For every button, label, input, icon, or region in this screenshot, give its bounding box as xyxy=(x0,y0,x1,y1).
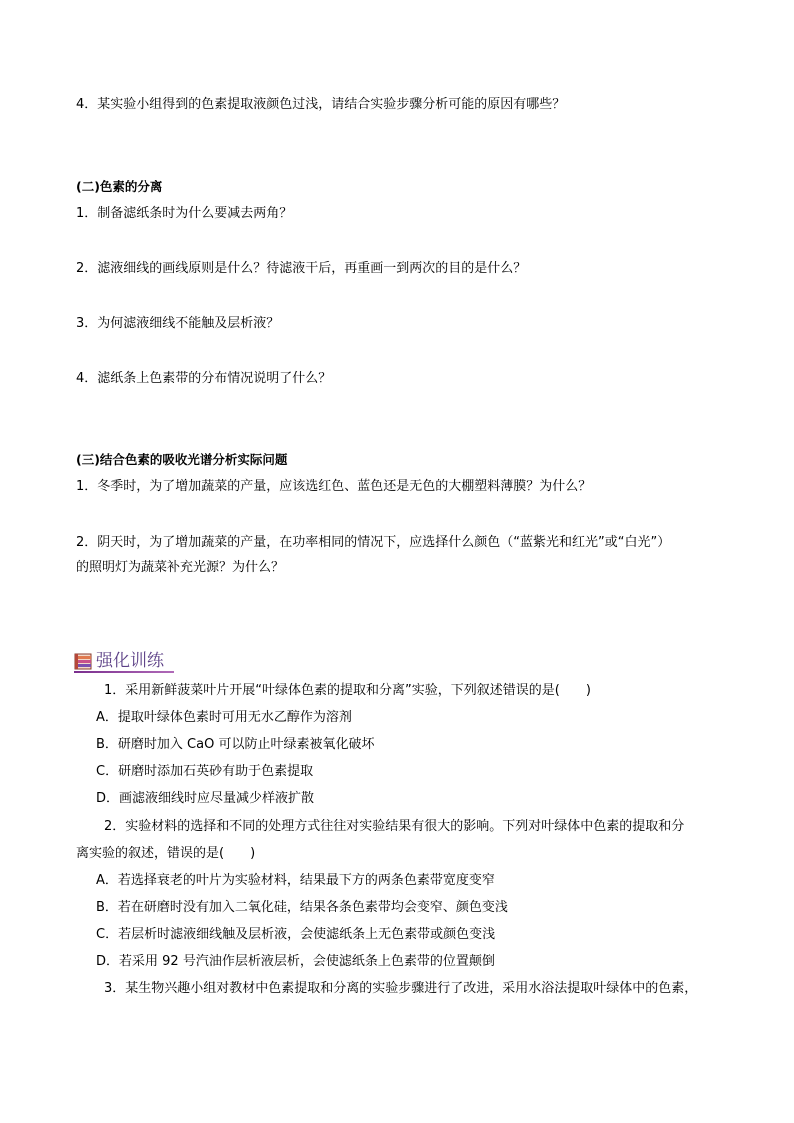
question-text: 2．滤液细线的画线原则是什么？待滤液干后，再重画一到两次的目的是什么？ xyxy=(76,261,527,276)
section-heading: (三)结合色素的吸收光谱分析实际问题 xyxy=(76,452,288,467)
problem-stem: 3．某生物兴趣小组对教材中色素提取和分离的实验步骤进行了改进，采用水浴法提取叶绿体中的色素， xyxy=(104,981,698,996)
option-c: C．研磨时添加石英砂有助于色素提取 xyxy=(96,764,314,779)
problem-stem: 1．采用新鲜菠菜叶片开展“叶绿体色素的提取和分离”实验，下列叙述错误的是( ) xyxy=(104,683,591,698)
option-a: A．若选择衰老的叶片为实验材料，结果最下方的两条色素带宽度变窄 xyxy=(96,873,495,888)
question-text: 1．制备滤纸条时为什么要减去两角？ xyxy=(76,206,293,221)
training-section-title xyxy=(74,648,164,672)
question-text: 4．滤纸条上色素带的分布情况说明了什么？ xyxy=(76,371,332,386)
option-b: B．研磨时加入 CaO 可以防止叶绿素被氧化破坏 xyxy=(96,737,375,752)
option-c: C．若层析时滤液细线触及层析液，会使滤纸条上无色素带或颜色变浅 xyxy=(96,927,496,942)
problem-stem: 2．实验材料的选择和不同的处理方式往往对实验结果有很大的影响。下列对叶绿体中色素的提取和分 xyxy=(104,819,685,834)
option-d: D．若采用 92 号汽油作层析液层析，会使滤纸条上色素带的位置颠倒 xyxy=(96,954,495,969)
question-text: 1．冬季时，为了增加蔬菜的产量，应该选红色、蓝色还是无色的大棚塑料薄膜？为什么？ xyxy=(76,479,592,494)
question-text: 的照明灯为蔬菜补充光源？为什么？ xyxy=(76,560,285,575)
option-d: D．画滤液细线时应尽量减少样液扩散 xyxy=(96,791,315,806)
problem-stem-continued: 离实验的叙述，错误的是( ) xyxy=(76,846,256,861)
question-text: 2．阴天时，为了增加蔬菜的产量，在功率相同的情况下，应选择什么颜色（“蓝紫光和红光”或“白光”） xyxy=(76,535,671,550)
option-a: A．提取叶绿体色素时可用无水乙醇作为溶剂 xyxy=(96,710,352,725)
training-title: 强化训练 xyxy=(96,651,164,671)
question-text: 4．某实验小组得到的色素提取液颜色过浅，请结合实验步骤分析可能的原因有哪些？ xyxy=(76,97,566,112)
section-heading: (二)色素的分离 xyxy=(76,179,163,194)
question-text: 3．为何滤液细线不能触及层析液？ xyxy=(76,316,280,331)
option-b: B．若在研磨时没有加入二氧化硅，结果各条色素带均会变窄、颜色变浅 xyxy=(96,900,508,915)
book-stack-icon xyxy=(74,651,94,671)
title-underline xyxy=(74,671,174,673)
